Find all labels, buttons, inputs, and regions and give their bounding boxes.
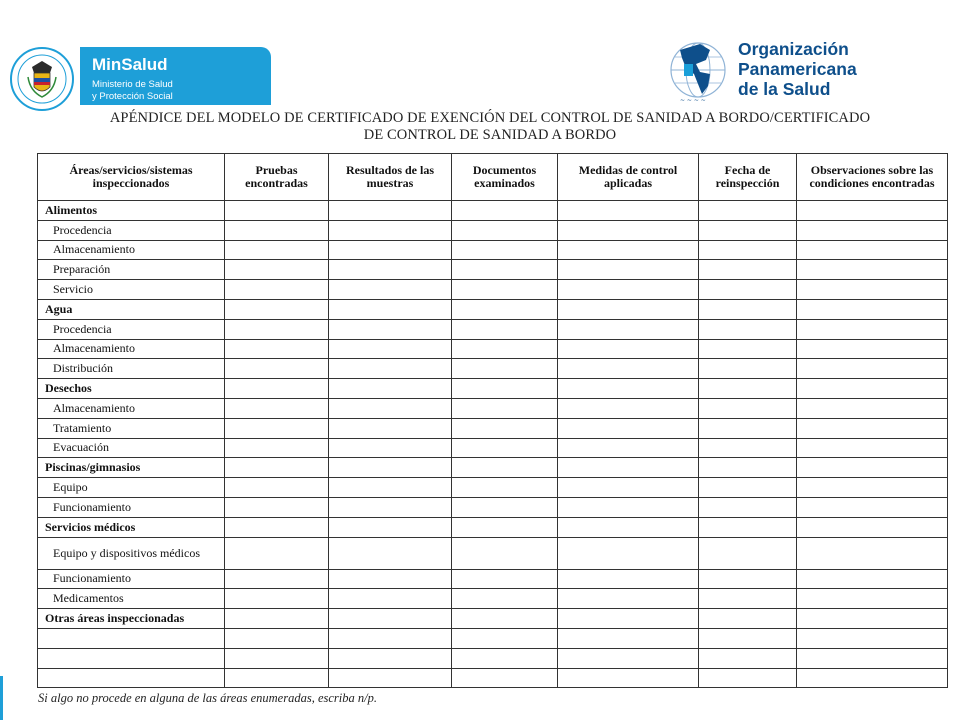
entry-cell[interactable] bbox=[558, 260, 699, 280]
entry-cell[interactable] bbox=[225, 319, 329, 339]
entry-cell[interactable] bbox=[225, 517, 329, 537]
entry-cell[interactable] bbox=[558, 201, 699, 221]
table-row bbox=[38, 260, 948, 280]
entry-cell[interactable] bbox=[329, 648, 452, 668]
entry-cell[interactable] bbox=[558, 220, 699, 240]
entry-cell[interactable] bbox=[558, 398, 699, 418]
entry-cell[interactable] bbox=[329, 438, 452, 458]
category-cell: Piscinas/gimnasios bbox=[38, 458, 225, 478]
item-cell: Preparación bbox=[38, 260, 225, 280]
entry-cell[interactable] bbox=[699, 299, 797, 319]
minsalud-subtitle-1: Ministerio de Salud bbox=[92, 79, 173, 90]
entry-cell[interactable] bbox=[329, 339, 452, 359]
table-row bbox=[38, 220, 948, 240]
table-row bbox=[38, 418, 948, 438]
entry-cell[interactable] bbox=[225, 379, 329, 399]
entry-cell[interactable] bbox=[225, 418, 329, 438]
table-row bbox=[38, 517, 948, 537]
table-row bbox=[38, 319, 948, 339]
entry-cell[interactable] bbox=[797, 339, 948, 359]
entry-cell[interactable] bbox=[225, 648, 329, 668]
entry-cell[interactable] bbox=[452, 260, 558, 280]
entry-cell[interactable] bbox=[699, 438, 797, 458]
item-cell: Procedencia bbox=[38, 220, 225, 240]
entry-cell[interactable] bbox=[452, 458, 558, 478]
item-cell: Procedencia bbox=[38, 319, 225, 339]
entry-cell[interactable] bbox=[699, 628, 797, 648]
entry-cell[interactable] bbox=[699, 398, 797, 418]
table-row bbox=[38, 668, 948, 688]
entry-cell[interactable] bbox=[699, 609, 797, 629]
item-cell: Equipo y dispositivos médicos bbox=[38, 537, 225, 569]
table-row bbox=[38, 497, 948, 517]
entry-cell[interactable] bbox=[225, 589, 329, 609]
entry-cell[interactable] bbox=[558, 648, 699, 668]
svg-text:~ ~ ~ ~: ~ ~ ~ ~ bbox=[680, 97, 706, 104]
item-cell: Evacuación bbox=[38, 438, 225, 458]
entry-cell[interactable] bbox=[225, 398, 329, 418]
entry-cell[interactable] bbox=[699, 260, 797, 280]
entry-cell[interactable] bbox=[452, 609, 558, 629]
entry-cell[interactable] bbox=[797, 299, 948, 319]
category-cell: Otras áreas inspeccionadas bbox=[38, 609, 225, 629]
entry-cell[interactable] bbox=[452, 478, 558, 498]
entry-cell[interactable] bbox=[558, 569, 699, 589]
entry-cell[interactable] bbox=[558, 319, 699, 339]
entry-cell[interactable] bbox=[699, 458, 797, 478]
entry-cell[interactable] bbox=[558, 438, 699, 458]
entry-cell[interactable] bbox=[558, 668, 699, 688]
entry-cell[interactable] bbox=[797, 379, 948, 399]
entry-cell[interactable] bbox=[797, 497, 948, 517]
column-header: Áreas/servicios/sistemas inspeccionados bbox=[38, 154, 225, 201]
entry-cell[interactable] bbox=[329, 589, 452, 609]
entry-cell[interactable] bbox=[699, 220, 797, 240]
item-cell bbox=[38, 648, 225, 668]
entry-cell[interactable] bbox=[452, 240, 558, 260]
entry-cell[interactable] bbox=[452, 438, 558, 458]
entry-cell[interactable] bbox=[329, 478, 452, 498]
entry-cell[interactable] bbox=[452, 628, 558, 648]
minsalud-subtitle-2: y Protección Social bbox=[92, 91, 173, 102]
entry-cell[interactable] bbox=[797, 517, 948, 537]
entry-cell[interactable] bbox=[225, 201, 329, 221]
entry-cell[interactable] bbox=[452, 280, 558, 300]
entry-cell[interactable] bbox=[329, 220, 452, 240]
item-cell: Equipo bbox=[38, 478, 225, 498]
entry-cell[interactable] bbox=[699, 280, 797, 300]
item-cell: Almacenamiento bbox=[38, 398, 225, 418]
entry-cell[interactable] bbox=[699, 379, 797, 399]
entry-cell[interactable] bbox=[558, 497, 699, 517]
entry-cell[interactable] bbox=[797, 260, 948, 280]
entry-cell[interactable] bbox=[558, 299, 699, 319]
entry-cell[interactable] bbox=[797, 569, 948, 589]
entry-cell[interactable] bbox=[699, 201, 797, 221]
entry-cell[interactable] bbox=[452, 201, 558, 221]
ops-logo-text bbox=[738, 39, 857, 99]
column-header: Medidas de control aplicadas bbox=[558, 154, 699, 201]
item-cell: Distribución bbox=[38, 359, 225, 379]
entry-cell[interactable] bbox=[558, 517, 699, 537]
entry-cell[interactable] bbox=[452, 299, 558, 319]
entry-cell[interactable] bbox=[329, 497, 452, 517]
entry-cell[interactable] bbox=[699, 497, 797, 517]
entry-cell[interactable] bbox=[329, 299, 452, 319]
entry-cell[interactable] bbox=[699, 648, 797, 668]
item-cell: Almacenamiento bbox=[38, 339, 225, 359]
table-row bbox=[38, 339, 948, 359]
entry-cell[interactable] bbox=[329, 280, 452, 300]
category-cell: Servicios médicos bbox=[38, 517, 225, 537]
entry-cell[interactable] bbox=[699, 478, 797, 498]
entry-cell[interactable] bbox=[329, 458, 452, 478]
entry-cell[interactable] bbox=[225, 280, 329, 300]
entry-cell[interactable] bbox=[225, 569, 329, 589]
table-row bbox=[38, 359, 948, 379]
entry-cell[interactable] bbox=[558, 418, 699, 438]
entry-cell[interactable] bbox=[329, 668, 452, 688]
document-title bbox=[60, 110, 920, 144]
entry-cell[interactable] bbox=[699, 569, 797, 589]
entry-cell[interactable] bbox=[452, 648, 558, 668]
entry-cell[interactable] bbox=[225, 628, 329, 648]
category-cell: Alimentos bbox=[38, 201, 225, 221]
minsalud-name: MinSalud bbox=[92, 55, 168, 74]
entry-cell[interactable] bbox=[558, 379, 699, 399]
title-line-1: APÉNDICE DEL MODELO DE CERTIFICADO DE EXENCIÓN DEL CONTROL DE SANIDAD A BORDO/CERTIFICADO bbox=[109, 110, 871, 126]
table-row bbox=[38, 458, 948, 478]
entry-cell[interactable] bbox=[558, 458, 699, 478]
ops-globe-icon bbox=[666, 38, 734, 104]
entry-cell[interactable] bbox=[225, 497, 329, 517]
entry-cell[interactable] bbox=[699, 240, 797, 260]
entry-cell[interactable] bbox=[699, 339, 797, 359]
entry-cell[interactable] bbox=[699, 418, 797, 438]
entry-cell[interactable] bbox=[452, 537, 558, 569]
entry-cell[interactable] bbox=[797, 359, 948, 379]
item-cell: Medicamentos bbox=[38, 589, 225, 609]
entry-cell[interactable] bbox=[225, 537, 329, 569]
footnote: Si algo no procede en alguna de las áreas enumeradas, escriba n/p. bbox=[38, 691, 377, 705]
entry-cell[interactable] bbox=[797, 220, 948, 240]
entry-cell[interactable] bbox=[225, 299, 329, 319]
entry-cell[interactable] bbox=[797, 418, 948, 438]
table-row bbox=[38, 648, 948, 668]
ops-line-3: de la Salud bbox=[738, 79, 831, 99]
item-cell: Funcionamiento bbox=[38, 569, 225, 589]
entry-cell[interactable] bbox=[699, 537, 797, 569]
table-row bbox=[38, 379, 948, 399]
ops-line-1: Organización bbox=[738, 39, 849, 59]
entry-cell[interactable] bbox=[452, 319, 558, 339]
table-row bbox=[38, 537, 948, 569]
entry-cell[interactable] bbox=[797, 537, 948, 569]
entry-cell[interactable] bbox=[699, 517, 797, 537]
entry-cell[interactable] bbox=[452, 220, 558, 240]
entry-cell[interactable] bbox=[558, 537, 699, 569]
entry-cell[interactable] bbox=[699, 359, 797, 379]
entry-cell[interactable] bbox=[225, 260, 329, 280]
entry-cell[interactable] bbox=[797, 478, 948, 498]
table-row bbox=[38, 609, 948, 629]
table-body bbox=[38, 201, 948, 688]
table-row bbox=[38, 569, 948, 589]
table-header-row bbox=[38, 154, 948, 201]
entry-cell[interactable] bbox=[797, 398, 948, 418]
entry-cell[interactable] bbox=[329, 319, 452, 339]
item-cell: Tratamiento bbox=[38, 418, 225, 438]
entry-cell[interactable] bbox=[452, 359, 558, 379]
entry-cell[interactable] bbox=[797, 319, 948, 339]
entry-cell[interactable] bbox=[797, 458, 948, 478]
entry-cell[interactable] bbox=[797, 648, 948, 668]
accent-bar bbox=[0, 676, 3, 720]
table-row bbox=[38, 628, 948, 648]
item-cell bbox=[38, 668, 225, 688]
category-cell: Agua bbox=[38, 299, 225, 319]
colombia-seal-icon bbox=[10, 47, 74, 111]
entry-cell[interactable] bbox=[558, 478, 699, 498]
table-row bbox=[38, 398, 948, 418]
entry-cell[interactable] bbox=[329, 201, 452, 221]
entry-cell[interactable] bbox=[452, 589, 558, 609]
title-line-2: DE CONTROL DE SANIDAD A BORDO bbox=[363, 127, 617, 143]
entry-cell[interactable] bbox=[452, 339, 558, 359]
entry-cell[interactable] bbox=[699, 319, 797, 339]
entry-cell[interactable] bbox=[558, 280, 699, 300]
category-cell: Desechos bbox=[38, 379, 225, 399]
entry-cell[interactable] bbox=[329, 517, 452, 537]
column-header: Pruebas encontradas bbox=[225, 154, 329, 201]
entry-cell[interactable] bbox=[329, 628, 452, 648]
entry-cell[interactable] bbox=[699, 589, 797, 609]
table-row bbox=[38, 201, 948, 221]
entry-cell[interactable] bbox=[225, 609, 329, 629]
entry-cell[interactable] bbox=[329, 609, 452, 629]
entry-cell[interactable] bbox=[797, 280, 948, 300]
column-header: Documentos examinados bbox=[452, 154, 558, 201]
entry-cell[interactable] bbox=[452, 379, 558, 399]
entry-cell[interactable] bbox=[329, 569, 452, 589]
table-row bbox=[38, 299, 948, 319]
entry-cell[interactable] bbox=[452, 668, 558, 688]
entry-cell[interactable] bbox=[225, 220, 329, 240]
item-cell: Funcionamiento bbox=[38, 497, 225, 517]
entry-cell[interactable] bbox=[797, 589, 948, 609]
entry-cell[interactable] bbox=[797, 438, 948, 458]
entry-cell[interactable] bbox=[797, 628, 948, 648]
entry-cell[interactable] bbox=[797, 201, 948, 221]
entry-cell[interactable] bbox=[225, 339, 329, 359]
entry-cell[interactable] bbox=[329, 260, 452, 280]
entry-cell[interactable] bbox=[797, 240, 948, 260]
entry-cell[interactable] bbox=[329, 418, 452, 438]
column-header: Resultados de las muestras bbox=[329, 154, 452, 201]
entry-cell[interactable] bbox=[452, 517, 558, 537]
table-row bbox=[38, 589, 948, 609]
entry-cell[interactable] bbox=[329, 359, 452, 379]
entry-cell[interactable] bbox=[558, 628, 699, 648]
item-cell: Almacenamiento bbox=[38, 240, 225, 260]
entry-cell[interactable] bbox=[452, 497, 558, 517]
column-header: Observaciones sobre las condiciones encontradas bbox=[797, 154, 948, 201]
entry-cell[interactable] bbox=[452, 398, 558, 418]
entry-cell[interactable] bbox=[558, 240, 699, 260]
inspection-table bbox=[37, 153, 948, 688]
entry-cell[interactable] bbox=[329, 537, 452, 569]
entry-cell[interactable] bbox=[329, 398, 452, 418]
entry-cell[interactable] bbox=[452, 569, 558, 589]
entry-cell[interactable] bbox=[797, 668, 948, 688]
minsalud-logo bbox=[80, 47, 271, 105]
entry-cell[interactable] bbox=[558, 359, 699, 379]
column-header: Fecha de reinspección bbox=[699, 154, 797, 201]
entry-cell[interactable] bbox=[558, 339, 699, 359]
entry-cell[interactable] bbox=[225, 359, 329, 379]
entry-cell[interactable] bbox=[558, 609, 699, 629]
entry-cell[interactable] bbox=[329, 240, 452, 260]
ops-line-2: Panamericana bbox=[738, 59, 857, 79]
entry-cell[interactable] bbox=[329, 379, 452, 399]
table-row bbox=[38, 478, 948, 498]
table-row bbox=[38, 280, 948, 300]
entry-cell[interactable] bbox=[225, 438, 329, 458]
entry-cell[interactable] bbox=[558, 589, 699, 609]
entry-cell[interactable] bbox=[452, 418, 558, 438]
entry-cell[interactable] bbox=[699, 668, 797, 688]
table-row bbox=[38, 438, 948, 458]
entry-cell[interactable] bbox=[797, 609, 948, 629]
item-cell: Servicio bbox=[38, 280, 225, 300]
item-cell bbox=[38, 628, 225, 648]
entry-cell[interactable] bbox=[225, 240, 329, 260]
table-row bbox=[38, 240, 948, 260]
entry-cell[interactable] bbox=[225, 458, 329, 478]
entry-cell[interactable] bbox=[225, 668, 329, 688]
entry-cell[interactable] bbox=[225, 478, 329, 498]
